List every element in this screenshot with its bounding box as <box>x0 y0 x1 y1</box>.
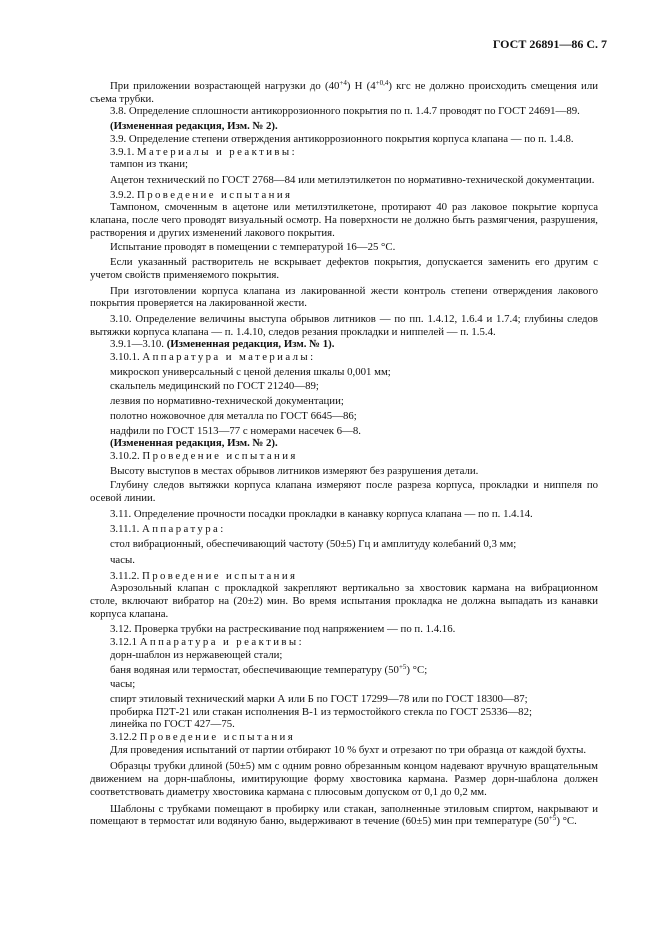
list-item: линейка по ГОСТ 427—75. <box>110 718 235 731</box>
section-3-10-2: 3.10.2. Проведение испытания <box>110 449 298 462</box>
list-item: стол вибрационный, обеспечивающий частоту (50±5) Гц и амплитуду колебаний 0,3 мм; <box>110 538 517 551</box>
paragraph-templates: Шаблоны с трубками помещают в пробирку или стакан, заполненные этиловым спиртом, накрывают и помещают в термостат или водяную баню, выдерживают в течение (60±5) мин при температуре $(50^{+5})$ °С. <box>90 802 598 828</box>
amendment-note-1: 3.9.1—3.10. (Измененная редакция, Изм. № 1). <box>110 338 335 351</box>
paragraph-temperature: Испытание проводят в помещении с температурой 16—25 °С. <box>110 241 396 254</box>
list-item: пробирка П2Т-21 или стакан исполнения В-1 из термостойкого стекла по ГОСТ 25336—82; <box>110 705 532 718</box>
list-item: тампон из ткани; <box>110 158 189 171</box>
section-3-10-1: 3.10.1. Аппаратура и материалы: <box>110 351 316 364</box>
paragraph-3-11: 3.11. Определение прочности посадки прокладки в канавку корпуса клапана — по п. 1.4.14. <box>110 507 533 520</box>
list-item: скальпель медицинский по ГОСТ 21240—89; <box>110 380 319 393</box>
list-item: баня водяная или термостат, обеспечивающие температуру $(50^{+5})$ °С; <box>110 662 428 676</box>
paragraph-lacquer: При изготовлении корпуса клапана из лакированной жести контроль степени отверждения лакового покрытия проверяется на лакированной жести. <box>90 284 598 310</box>
section-3-11-1: 3.11.1. Аппаратура: <box>110 522 226 535</box>
section-3-11-2: 3.11.2. Проведение испытания <box>110 569 298 582</box>
paragraph-load: При приложении возрастающей нагрузки до $(40^{+4})$ Н $(4^{+0,4})$ кгс не должно происходить смещения или съема трубки. <box>90 79 598 105</box>
amendment-note: (Измененная редакция, Изм. № 2). <box>110 120 278 133</box>
paragraph-3-10: 3.10. Определение величины выступа обрывов литников — по пп. 1.4.12, 1.6.4 и 1.7.4; глубины следов вытяжки корпуса клапана — п. 1.4.10, следов резания прокладки и ниппелей — п. 1.5.4. <box>90 312 598 338</box>
paragraph-depth: Глубину следов вытяжки корпуса клапана измеряют после разреза корпуса, прокладки и ниппеля по осевой линии. <box>90 479 598 505</box>
paragraph-sampling: Для проведения испытаний от партии отбирают 10 % бухт и отрезают по три образца от каждой бухты. <box>110 743 587 756</box>
paragraph-samples: Образцы трубки длиной (50±5) мм с одним ровно обрезанным концом надевают вручную вращательным движением на дорн-шаблоны, имитирующие форму хвостовика кармана. Размер дорн-шаблона должен соответствовать диаметру хвостовика кармана с плюсовым допуском от 0,1 до 0,2 мм. <box>90 760 598 798</box>
paragraph-vibration: Аэрозольный клапан с прокладкой закрепляют вертикально за хвостовик кармана на вибрационном столе, включают вибратор на (20±2) мин. Во время испытания прокладка не должна выпадать из канавки корпуса клапана. <box>90 582 598 620</box>
list-item: надфили по ГОСТ 1513—77 с номерами насечек 6—8. <box>110 424 361 437</box>
paragraph-3-12: 3.12. Проверка трубки на растрескивание под напряжением — по п. 1.4.16. <box>110 623 456 636</box>
page-content <box>90 80 598 828</box>
section-3-12-2: 3.12.2 Проведение испытания <box>110 731 296 744</box>
paragraph-height: Высоту выступов в местах обрывов литников измеряют без разрушения детали. <box>110 464 479 477</box>
list-item: лезвия по нормативно-технической документации; <box>110 395 344 408</box>
list-item: микроскоп универсальный с ценой деления шкалы 0,001 мм; <box>110 365 391 378</box>
section-3-9-1: 3.9.1. Материалы и реактивы: <box>110 145 297 158</box>
list-item: часы. <box>110 553 135 566</box>
paragraph-acetone: Ацетон технический по ГОСТ 2768—84 или метилэтилкетон по нормативно-технической документации. <box>110 173 595 186</box>
paragraph-solvent: Если указанный растворитель не вскрывает дефектов покрытия, допускается заменить его другим с учетом свойств применяемого покрытия. <box>90 256 598 281</box>
section-3-12-1: 3.12.1 Аппаратура и реактивы: <box>110 636 304 649</box>
paragraph-3-8: 3.8. Определение сплошности антикоррозионного покрытия по п. 1.4.7 проводят по ГОСТ 24691—89. <box>110 105 580 118</box>
amendment-note: (Измененная редакция, Изм. № 2). <box>110 437 278 450</box>
list-item: спирт этиловый технический марки А или Б по ГОСТ 17299—78 или по ГОСТ 18300—87; <box>110 692 528 705</box>
list-item: полотно ножовочное для металла по ГОСТ 6645—86; <box>110 409 357 422</box>
section-3-9-2: 3.9.2. Проведение испытания <box>110 188 293 201</box>
list-item: дорн-шаблон из нержавеющей стали; <box>110 648 283 661</box>
paragraph-3-9: 3.9. Определение степени отверждения антикоррозионного покрытия корпуса клапана — по п. 1.4.8. <box>110 132 574 145</box>
paragraph-test-procedure: Тампоном, смоченным в ацетоне или метилэтилкетоне, протирают 40 раз лаковое покрытие корпуса клапана, после чего проводят визуальный осмотр. На поверхности не должно быть размягчения, разрушения, растворения и других изменений лакового покрытия. <box>90 201 598 239</box>
page-header: ГОСТ 26891—86 С. 7 <box>492 37 607 51</box>
list-item: часы; <box>110 678 136 691</box>
